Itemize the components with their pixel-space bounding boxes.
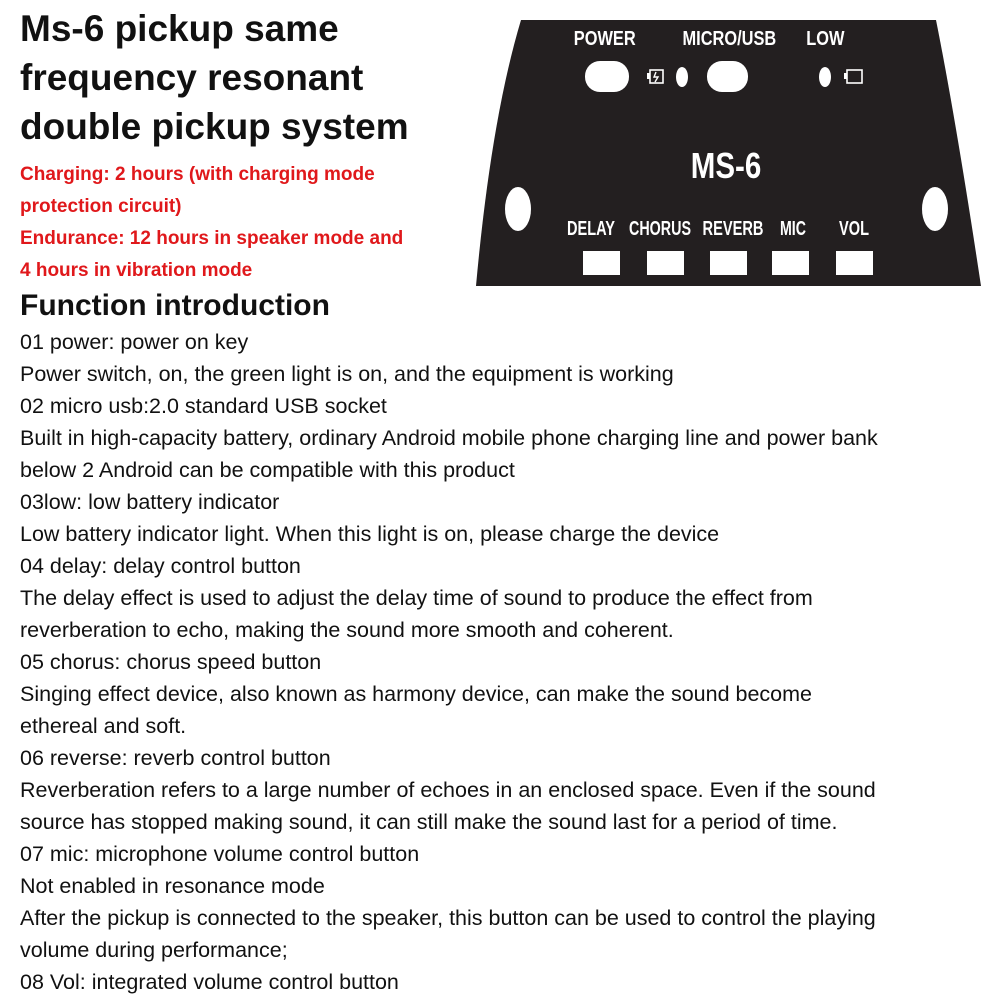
title-line: Ms-6 pickup same [20,8,339,49]
reverb-button[interactable] [710,251,747,275]
function-line: source has stopped making sound, it can still make the sound last for a period of time. [20,810,838,834]
vol-button[interactable] [836,251,873,275]
function-line: reverberation to echo, making the sound more smooth and coherent. [20,618,674,642]
chorus-label: CHORUS [629,218,691,240]
mic-button[interactable] [772,251,809,275]
power-label: POWER [573,26,636,50]
function-line: 05 chorus: chorus speed button [20,650,322,674]
control-panel-diagram [476,20,981,286]
mic-label: MIC [780,218,806,240]
spec-line: Charging: 2 hours (with charging mode [20,164,375,185]
title-line: double pickup system [20,106,409,147]
function-line: 06 reverse: reverb control button [20,746,331,770]
function-line: below 2 Android can be compatible with this product [20,458,515,482]
model-label: MS-6 [690,145,762,186]
function-line: 08 Vol: integrated volume control button [20,970,399,994]
function-line: Power switch, on, the green light is on, and the equipment is working [20,362,674,386]
right-mounting-hole [922,187,948,231]
low-label: LOW [806,26,845,50]
function-line: Reverberation refers to a large number of echoes in an enclosed space. Even if the sound [20,778,876,802]
delay-button[interactable] [583,251,620,275]
function-introduction-heading: Function introduction [20,289,330,322]
left-mounting-hole [505,187,531,231]
micro-usb-port[interactable] [707,61,748,92]
micro-usb-label: MICRO/USB [682,26,777,50]
power-button[interactable] [585,61,629,92]
function-line: The delay effect is used to adjust the delay time of sound to produce the effect from [20,586,813,610]
function-line: 02 micro usb:2.0 standard USB socket [20,394,387,418]
function-line: Low battery indicator light. When this light is on, please charge the device [20,522,720,546]
function-line: 01 power: power on key [20,330,249,354]
spec-line: protection circuit) [20,196,182,217]
function-line: 07 mic: microphone volume control button [20,842,420,866]
reverb-label: REVERB [702,218,764,240]
function-line: After the pickup is connected to the speaker, this button can be used to control the playing [20,906,876,930]
function-line: ethereal and soft. [20,714,187,738]
delay-label: DELAY [567,218,616,240]
function-line: 03low: low battery indicator [20,490,280,514]
chorus-button[interactable] [647,251,684,275]
function-line: 04 delay: delay control button [20,554,301,578]
power-indicator-light [676,67,688,87]
function-line: volume during performance; [20,938,288,962]
function-description-list [20,326,995,998]
spec-notes [20,159,470,287]
title-line: frequency resonant [20,57,364,98]
spec-line: Endurance: 12 hours in speaker mode and [20,228,404,249]
function-line: Built in high-capacity battery, ordinary Android mobile phone charging line and power bank [20,426,878,450]
function-line: Not enabled in resonance mode [20,874,325,898]
vol-label: VOL [839,218,869,240]
spec-line: 4 hours in vibration mode [20,260,253,281]
function-line: Singing effect device, also known as harmony device, can make the sound become [20,682,812,706]
low-battery-indicator-light [819,67,831,87]
product-title [20,4,460,151]
